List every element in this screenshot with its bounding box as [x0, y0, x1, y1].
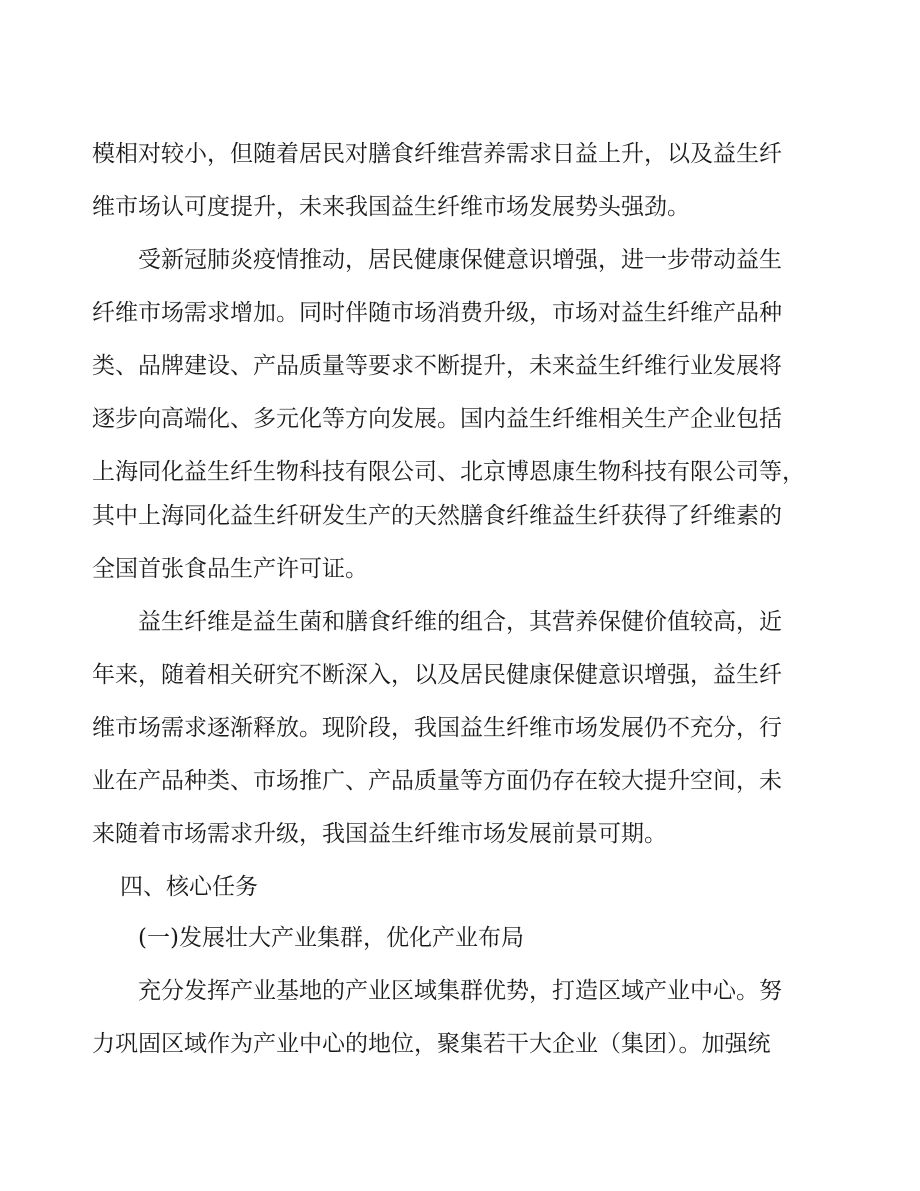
final-paragraph-line-2: 力巩固区域作为产业中心的地位，聚集若干大企业（集团）。加强统 [92, 1031, 771, 1057]
paragraph-3-line-3: 维市场需求逐渐释放。现阶段，我国益生纤维市场发展仍不充分，行 [92, 715, 782, 741]
paragraph-2-line-6: 其中上海同化益生纤研发生产的天然膳食纤维益生纤获得了纤维素的 [92, 503, 782, 529]
paragraph-2-line-7: 全国首张食品生产许可证。 [92, 556, 368, 582]
paragraph-2-line-4: 逐步向高端化、多元化等方向发展。国内益生纤维相关生产企业包括 [92, 406, 782, 432]
paragraph-3-line-1: 益生纤维是益生菌和膳食纤维的组合，其营养保健价值较高，近 [138, 609, 782, 635]
paragraph-1-line-2: 维市场认可度提升，未来我国益生纤维市场发展势头强劲。 [92, 194, 690, 220]
paragraph-2-line-2: 纤维市场需求增加。同时伴随市场消费升级，市场对益生纤维产品种 [92, 300, 782, 326]
subsection-heading: (一)发展壮大产业集群，优化产业布局 [138, 925, 524, 951]
section-heading: 四、核心任务 [120, 874, 258, 900]
paragraph-3-line-4: 业在产品种类、市场推广、产品质量等方面仍存在较大提升空间，未 [92, 768, 782, 794]
paragraph-2-line-3: 类、品牌建设、产品质量等要求不断提升，未来益生纤维行业发展将 [92, 353, 782, 379]
paragraph-3-line-5: 来随着市场需求升级，我国益生纤维市场发展前景可期。 [92, 821, 667, 847]
final-paragraph-line-1: 充分发挥产业基地的产业区域集群优势，打造区域产业中心。努 [138, 978, 782, 1004]
paragraph-2-line-1: 受新冠肺炎疫情推动，居民健康保健意识增强，进一步带动益生 [138, 247, 782, 273]
paragraph-3-line-2: 年来，随着相关研究不断深入，以及居民健康保健意识增强，益生纤 [92, 662, 782, 688]
paragraph-1-line-1: 模相对较小，但随着居民对膳食纤维营养需求日益上升，以及益生纤 [92, 141, 782, 167]
paragraph-2-line-5: 上海同化益生纤生物科技有限公司、北京博恩康生物科技有限公司等， [92, 459, 805, 485]
